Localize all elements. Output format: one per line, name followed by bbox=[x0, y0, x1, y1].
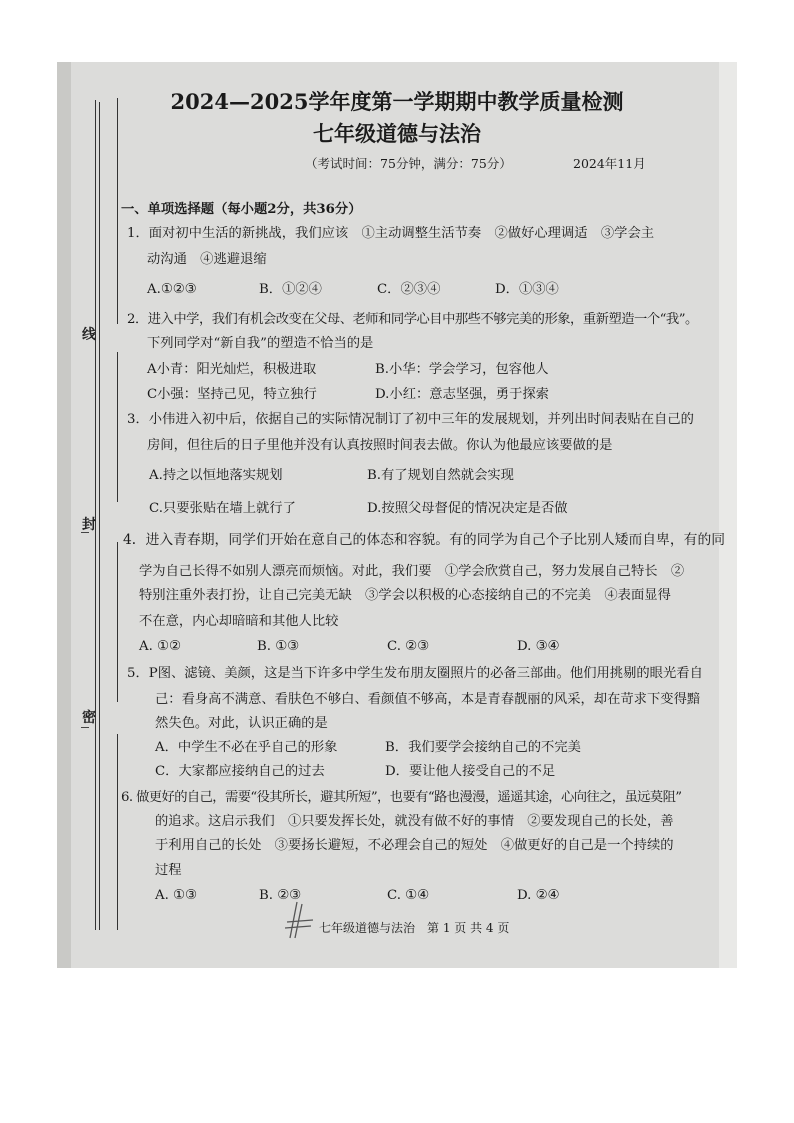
seal-line-bottom bbox=[117, 734, 118, 930]
q4-option-d: D. ③④ bbox=[517, 639, 560, 654]
binding-char-seal: 封 bbox=[82, 517, 96, 533]
binding-line-inner bbox=[99, 102, 100, 930]
exam-paper bbox=[57, 62, 737, 968]
q4-option-c: C. ②③ bbox=[387, 639, 429, 654]
q4-option-a: A. ①② bbox=[139, 639, 181, 654]
q6-stem-line4: 过程 bbox=[155, 863, 182, 878]
q5-stem-line1: 5．P图、滤镜、美颜，这是当下许多中学生发布朋友圈照片的必备三部曲。他们用挑剔的眼光看自 bbox=[127, 666, 703, 681]
q2-option-c: C小强：坚持己见，特立独行 bbox=[147, 387, 317, 402]
q5-option-a: A．中学生不必在乎自己的形象 bbox=[155, 740, 338, 755]
q3-option-d: D.按照父母督促的情况决定是否做 bbox=[367, 501, 568, 516]
q5-option-d: D．要让他人接受自己的不足 bbox=[385, 764, 556, 779]
q6-option-c: C. ①④ bbox=[387, 888, 429, 903]
q4-stem-line3: 特别注重外表打扮，让自己完美无缺 ③学会以积极的心态接纳自己的不完美 ④表面显得 bbox=[139, 588, 671, 603]
q3-stem-line1: 3．小伟进入初中后，依据自己的实际情况制订了初中三年的发展规划，并列出时间表贴在自己的 bbox=[127, 412, 694, 427]
q4-stem-line4: 不在意，内心却暗暗和其他人比较 bbox=[139, 614, 339, 629]
binding-char-line: 线 bbox=[82, 327, 96, 343]
seal-dash bbox=[81, 727, 89, 728]
q3-option-b: B.有了规划自然就会实现 bbox=[367, 468, 514, 483]
q1-stem-line2: 动沟通 ④逃避退缩 bbox=[147, 252, 267, 267]
scribble-mark bbox=[285, 900, 315, 940]
q2-option-d: D.小红：意志坚强，勇于探索 bbox=[375, 387, 549, 402]
page-footer: 七年级道德与法治 第 1 页 共 4 页 bbox=[319, 921, 510, 935]
q1-stem-line1: 1．面对初中生活的新挑战，我们应该 ①主动调整生活节奏 ②做好心理调适 ③学会主 bbox=[127, 226, 655, 241]
paper-edge bbox=[57, 62, 71, 968]
q6-stem-line2: 的追求。这启示我们 ①只要发挥长处，就没有做不好的事情 ②要发现自己的长处，善 bbox=[155, 814, 674, 829]
exam-info: （考试时间：75分钟，满分：75分） bbox=[305, 156, 512, 171]
seal-dash bbox=[81, 532, 89, 533]
q2-stem-line1: 2．进入中学，我们有机会改变在父母、老师和同学心目中那些不够完美的形象，重新塑造一个“我”。 bbox=[127, 312, 698, 327]
q4-stem-line1: 4．进入青春期，同学们开始在意自己的体态和容貌。有的同学为自己个子比别人矮而自卑，有的同 bbox=[123, 532, 726, 548]
exam-title: 2024—2025学年度第一学期期中教学质量检测 bbox=[170, 89, 624, 114]
q5-option-c: C．大家都应接纳自己的过去 bbox=[155, 764, 325, 779]
exam-subject-title: 七年级道德与法治 bbox=[313, 121, 481, 146]
q5-option-b: B．我们要学会接纳自己的不完美 bbox=[385, 740, 581, 755]
q6-option-b: B. ②③ bbox=[259, 888, 302, 903]
q1-option-c: C．②③④ bbox=[377, 282, 441, 297]
q3-option-c: C.只要张贴在墙上就行了 bbox=[149, 501, 296, 516]
q1-option-b: B．①②④ bbox=[259, 282, 322, 297]
seal-line-3 bbox=[117, 542, 118, 702]
q2-option-b: B.小华：学会学习，包容他人 bbox=[375, 362, 549, 377]
binding-char-secret: 密 bbox=[82, 710, 96, 726]
q3-stem-line2: 房间，但往后的日子里他并没有认真按照时间表去做。你认为他最应该要做的是 bbox=[147, 438, 613, 453]
paper-right-edge bbox=[719, 62, 737, 968]
q1-option-a: A.①②③ bbox=[147, 282, 197, 297]
q4-option-b: B. ①③ bbox=[257, 639, 300, 654]
section-heading: 一、单项选择题（每小题2分，共36分） bbox=[121, 202, 362, 217]
q6-stem-line3: 于利用自己的长处 ③要扬长避短，不必理会自己的短处 ④做更好的自己是一个持续的 bbox=[155, 838, 674, 853]
q4-stem-line2: 学为自己长得不如别人漂亮而烦恼。对此，我们要 ①学会欣赏自己，努力发展自己特长 ② bbox=[139, 564, 685, 579]
q1-option-d: D．①③④ bbox=[495, 282, 559, 297]
q5-stem-line3: 然失色。对此，认识正确的是 bbox=[155, 716, 328, 731]
q3-option-a: A.持之以恒地落实规划 bbox=[149, 468, 283, 483]
q2-stem-line2: 下列同学对“新自我”的塑造不恰当的是 bbox=[147, 336, 374, 351]
q6-stem-line1: 6. 做更好的自己，需要“役其所长，避其所短”，也要有“路也漫漫，遥遥其途，心向往之，虽远莫阻” bbox=[121, 790, 682, 805]
q6-option-d: D. ②④ bbox=[517, 888, 560, 903]
q5-stem-line2: 己：看身高不满意、看肤色不够白、看颜值不够高，本是青春靓丽的风采，却在苛求下变得黯 bbox=[155, 692, 701, 707]
q6-option-a: A. ①③ bbox=[155, 888, 197, 903]
seal-line-2 bbox=[117, 352, 118, 502]
q2-option-a: A小青：阳光灿烂，积极进取 bbox=[147, 362, 317, 377]
exam-date: 2024年11月 bbox=[573, 156, 646, 171]
